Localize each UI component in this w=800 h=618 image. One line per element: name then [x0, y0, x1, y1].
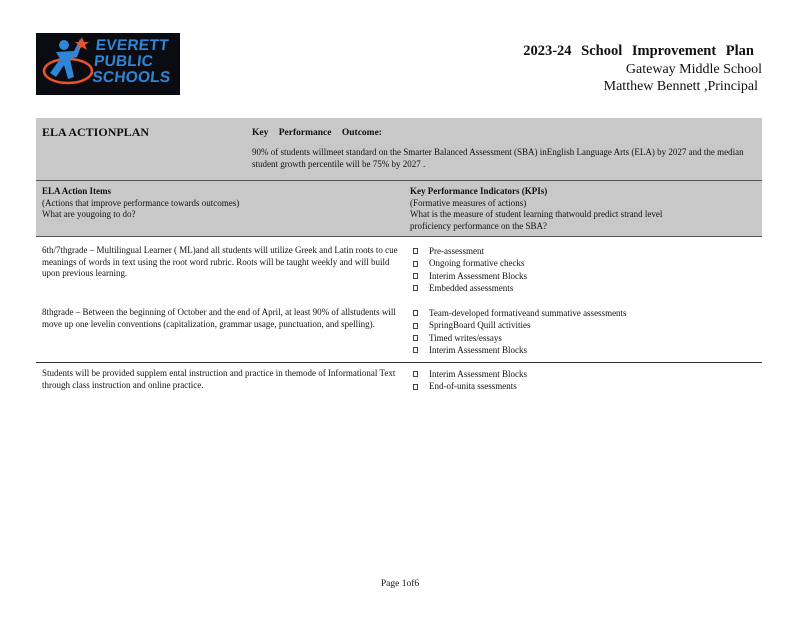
checkbox-bullet-icon — [413, 273, 418, 279]
district-logo — [36, 33, 180, 95]
checkbox-bullet-icon — [413, 347, 418, 353]
kpi-title: Key Performance Indicators (KPIs) — [410, 186, 548, 196]
checkbox-bullet-icon — [413, 335, 418, 341]
kpi-item: Timed writes/essays — [413, 332, 627, 344]
kpi-item: Interim Assessment Blocks — [413, 368, 527, 380]
checkbox-bullet-icon — [413, 384, 418, 390]
kpi-item: Team-developed formativeand summative assessments — [413, 307, 627, 319]
action-plan-title: ELA ACTIONPLAN — [42, 125, 150, 139]
kpi-item: SpringBoard Quill activities — [413, 319, 627, 331]
checkbox-bullet-icon — [413, 261, 418, 267]
action-items-subtitle: (Actions that improve performance towards outcomes) — [42, 197, 240, 208]
outcome-band — [36, 118, 762, 181]
kpi-item: End-of-unita ssessments — [413, 380, 527, 392]
logo-line-3: SCHOOLS — [91, 69, 172, 86]
checkbox-bullet-icon — [413, 371, 418, 377]
column-header-band — [36, 181, 762, 237]
kpi-item: Pre-assessment — [413, 245, 527, 257]
logo-line-1: EVERETT — [94, 37, 170, 54]
action-text: Students will be provided supplem ental instruction and practice in themode of Informational Text through class instruction and online practice. — [42, 368, 396, 390]
checkbox-bullet-icon — [413, 285, 418, 291]
action-items-header — [42, 186, 239, 221]
action-items-question: What are yougoing to do? — [42, 209, 136, 219]
action-items-title: ELA Action Items — [42, 186, 112, 196]
kp-outcome-text: 90% of students willmeet standard on the Smarter Balanced Assessment (SBA) inEnglish Language Arts (ELA) by 2027 and the median student growth percentile will be 75% by 2027 . — [252, 147, 744, 169]
checkbox-bullet-icon — [413, 248, 418, 254]
kpi-question-line-1: What is the measure of student learning thatwould predict strand level — [410, 209, 663, 219]
kpi-item: Interim Assessment Blocks — [413, 344, 627, 356]
checkbox-bullet-icon — [413, 323, 418, 329]
action-text: 8thgrade – Between the beginning of October and the end of April, at least 90% of allstudents will move up one levelin conventions (capitalization, grammar usage, punctuation, and spelling). — [42, 307, 396, 329]
plan-title: 2023-24 School Improvement Plan — [523, 43, 754, 59]
kpi-question-line-2: proficiency performance on the SBA? — [410, 220, 547, 231]
logo-line-2: PUBLIC — [93, 53, 154, 70]
kpi-item: Interim Assessment Blocks — [413, 270, 527, 282]
kp-outcome-label: Key Performance Outcome: — [252, 128, 382, 138]
kpi-list — [413, 368, 527, 393]
row-divider — [36, 362, 762, 363]
kpi-item: Embedded assessments — [413, 282, 527, 294]
kpi-list — [413, 307, 627, 357]
action-text: 6th/7thgrade – Multilingual Learner ( ML)and all students will utilize Greek and Latin roots to cue meanings of words in text using the root word rubric. Roots will be taught weekly and will build upon previous learning. — [42, 245, 398, 278]
checkbox-bullet-icon — [413, 310, 418, 316]
principal-line: Matthew Bennett ,Principal — [603, 79, 758, 94]
kpi-header — [410, 186, 662, 232]
school-name: Gateway Middle School — [625, 62, 762, 77]
kpi-list — [413, 245, 527, 295]
kpi-item: Ongoing formative checks — [413, 257, 527, 269]
page-number: Page 1of6 — [380, 579, 420, 589]
kpi-subtitle: (Formative measures of actions) — [410, 197, 527, 208]
